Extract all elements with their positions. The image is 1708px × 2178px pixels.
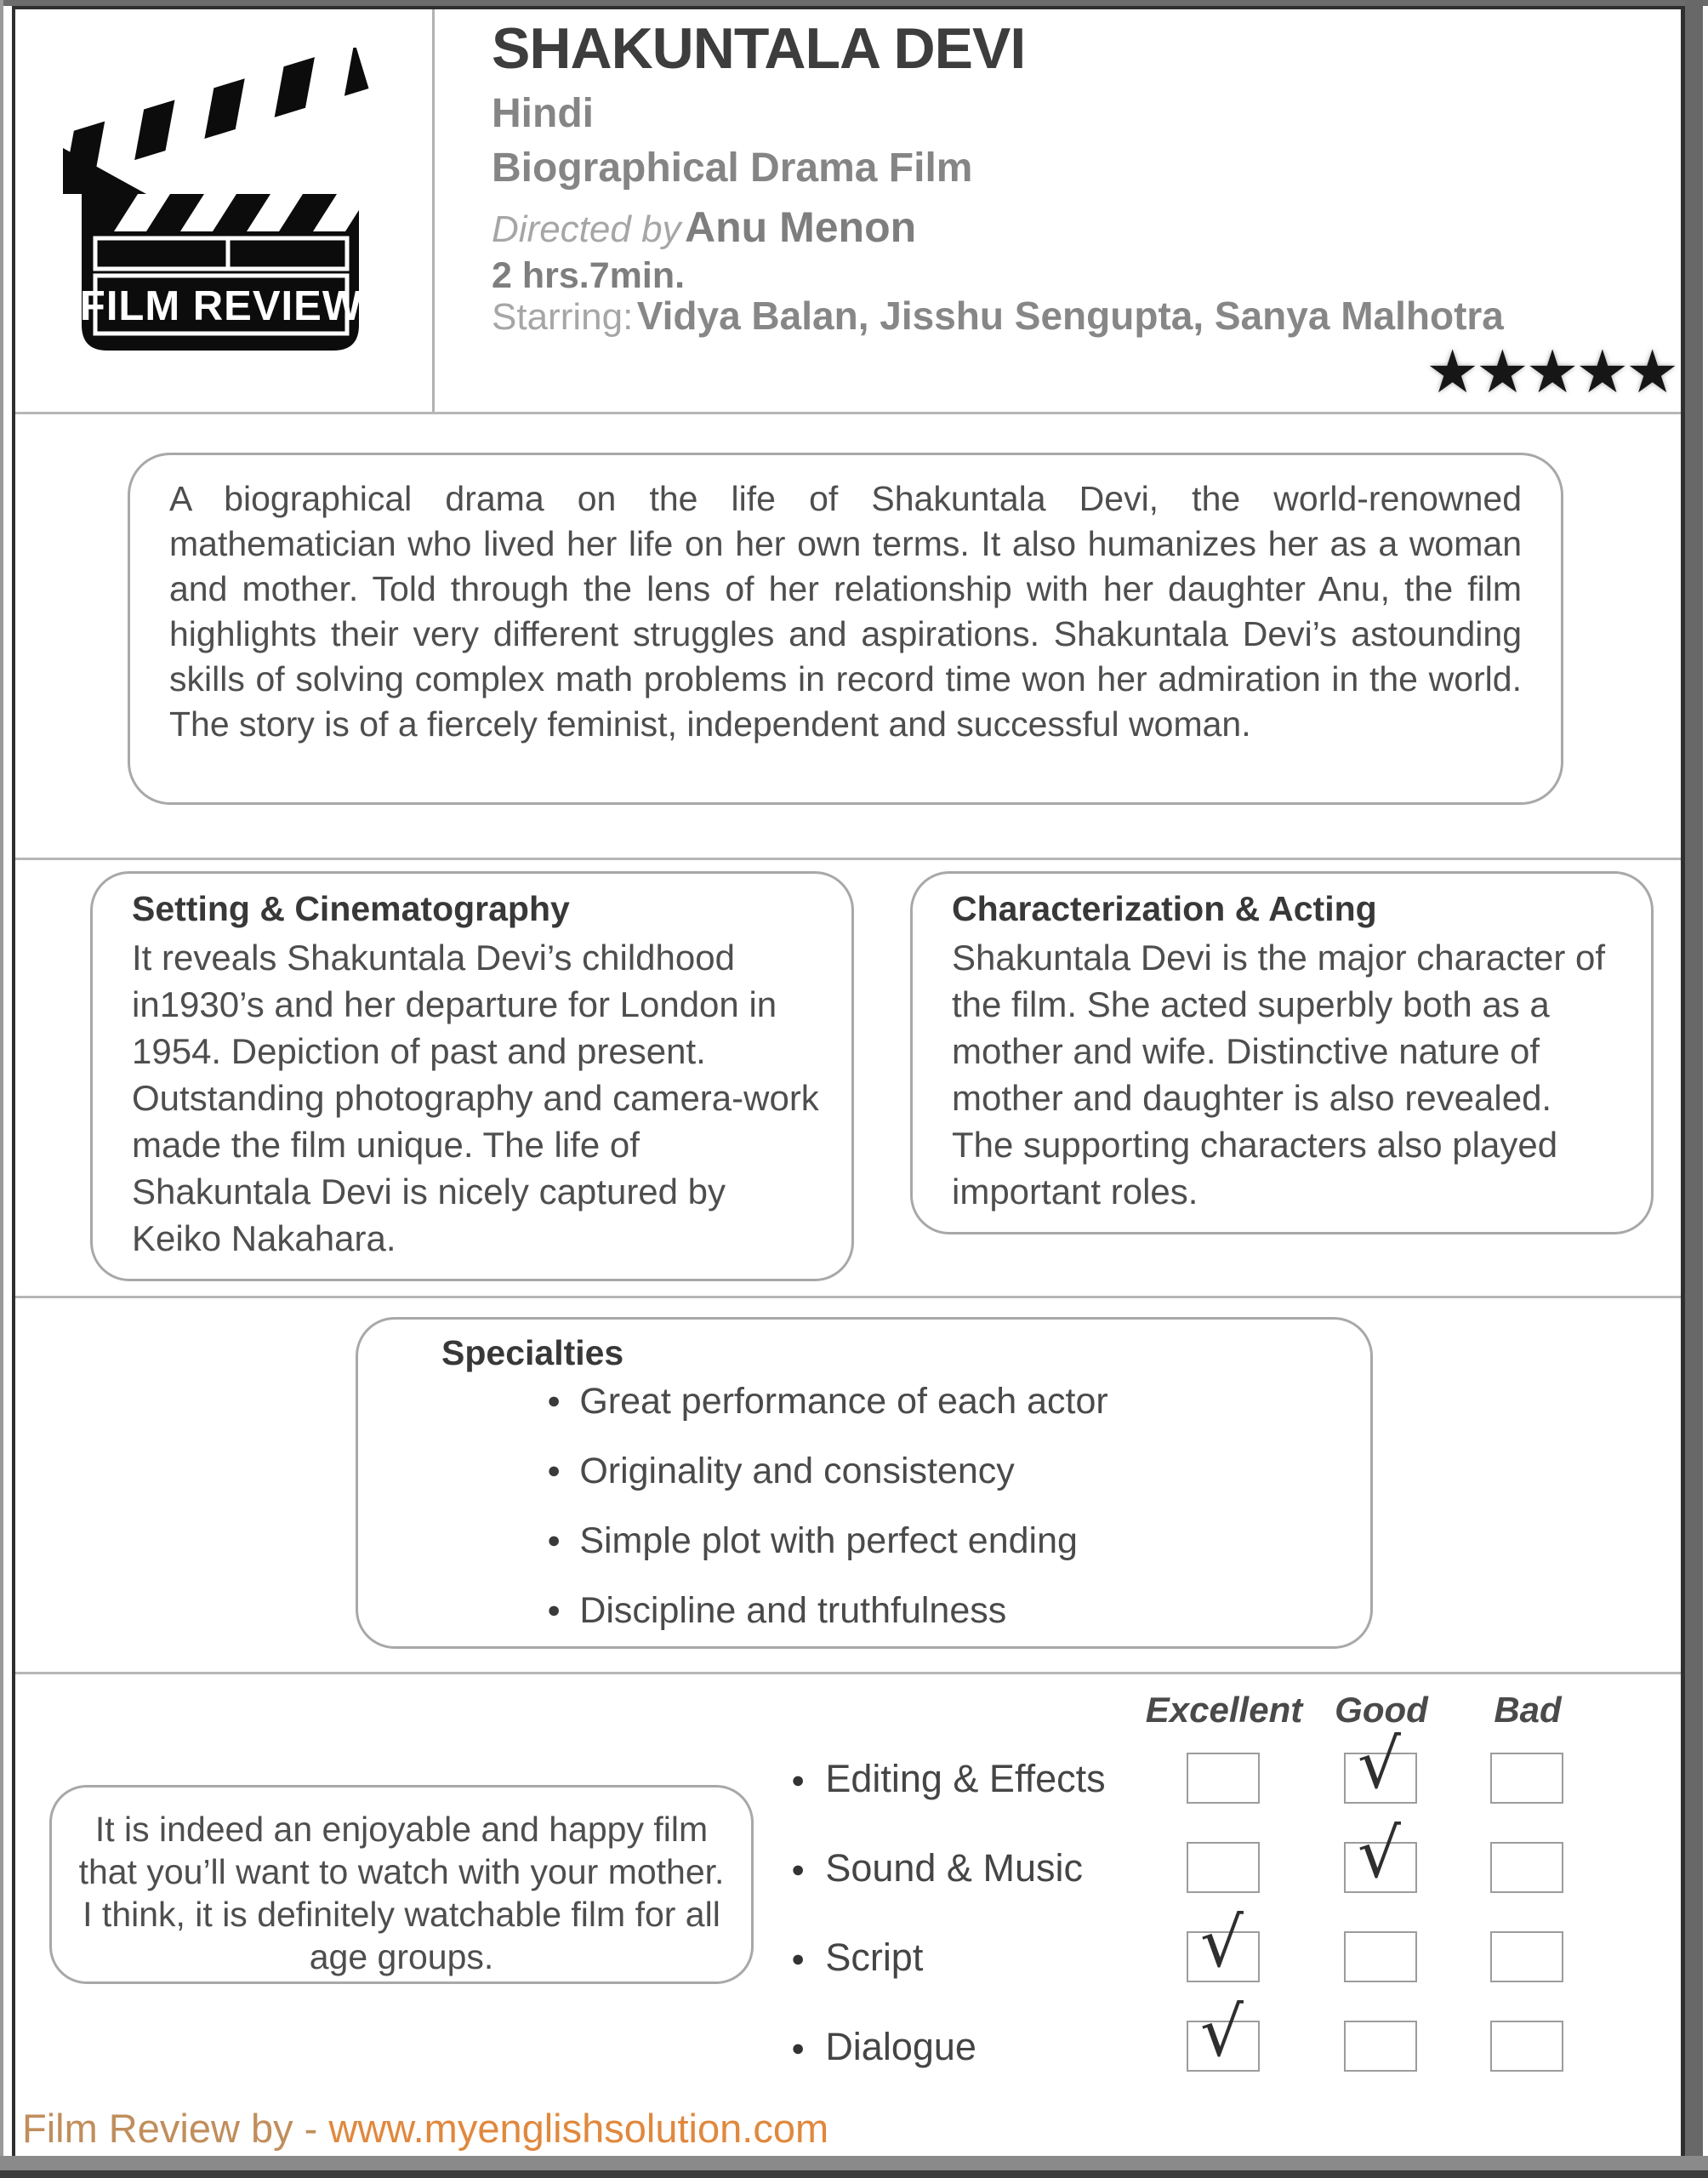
checkbox-bad[interactable] — [1490, 1842, 1563, 1893]
rating-row — [791, 1725, 1659, 1805]
directed-by-label: Directed by — [492, 208, 681, 250]
header-divider — [432, 8, 435, 412]
section-divider-1 — [14, 412, 1681, 414]
frame-bottom-bar — [0, 2156, 1708, 2170]
rating-row — [791, 1814, 1659, 1895]
runtime: 2 hrs.7min. — [492, 255, 686, 296]
checkbox-excellent[interactable] — [1187, 1753, 1260, 1804]
starring-label: Starring: — [492, 296, 634, 338]
setting-body: It reveals Shakuntala Devi’s childhood in1930’s and her departure for London in 1954. Depiction of past and present. Outstanding photography and camera-work made the film unique. The life of Shakuntala Devi is nicely captured by Keiko Nakahara. — [132, 938, 819, 1258]
specialty-item: ● Discipline and truthfulness — [547, 1590, 1006, 1632]
logo-label: FILM REVIEW — [79, 283, 363, 329]
frame-right-outer — [1685, 0, 1703, 2178]
section-divider-2 — [14, 858, 1681, 860]
frame-top-outer — [0, 0, 1708, 6]
footer-credit-label: Film Review by - — [22, 2106, 329, 2151]
section-divider-4 — [14, 1672, 1681, 1674]
rating-label: ● Editing & Effects — [791, 1753, 1106, 1806]
specialties-box — [356, 1317, 1373, 1649]
characterization-acting-box — [910, 871, 1654, 1234]
rating-row — [791, 1993, 1659, 2073]
checkbox-good[interactable] — [1344, 1814, 1417, 1893]
checkbox-excellent[interactable] — [1187, 1993, 1260, 2072]
column-header-bad: Bad — [1494, 1690, 1562, 1730]
section-divider-3 — [14, 1296, 1681, 1298]
checkbox-bad[interactable] — [1490, 2021, 1563, 2072]
director-name: Anu Menon — [685, 203, 917, 251]
synopsis-text: A biographical drama on the life of Shakuntala Devi, the world-renowned mathematician who lived her life on her own terms. It also humanizes her as a woman and mother. Told through the lens of her relationship with her daughter Anu, the film highlights their very different struggles and aspirations. Shakuntala Devi’s astounding skills of solving complex math problems in record time won her admiration in the world. The story is of a fiercely feminist, independent and successful woman. — [169, 479, 1522, 744]
genre-label: Biographical Drama Film — [492, 145, 973, 191]
checkbox-good[interactable] — [1344, 2021, 1417, 2072]
footer-credit — [22, 2105, 828, 2152]
checkbox-bad[interactable] — [1490, 1931, 1563, 1982]
film-title: SHAKUNTALA DEVI — [492, 16, 1026, 81]
specialty-item: ● Originality and consistency — [547, 1451, 1015, 1492]
checkbox-excellent[interactable] — [1187, 1903, 1260, 1982]
rating-label: ● Script — [791, 1931, 923, 1985]
checkbox-excellent[interactable] — [1187, 1842, 1260, 1893]
frame-top-inner — [12, 6, 1685, 9]
check-mark: √ — [1358, 1814, 1401, 1893]
starring-line — [492, 293, 1504, 339]
check-mark: √ — [1358, 1725, 1401, 1804]
star-rating: ★★★★★ — [1426, 337, 1676, 407]
rating-label: ● Dialogue — [791, 2021, 976, 2074]
clapperboard-icon — [43, 48, 391, 356]
check-mark: √ — [1200, 1903, 1244, 1982]
setting-heading: Setting & Cinematography — [132, 889, 570, 928]
check-mark: √ — [1200, 1993, 1244, 2072]
specialties-heading: Specialties — [441, 1333, 624, 1372]
synopsis-box — [128, 453, 1563, 805]
setting-cinematography-box — [90, 871, 854, 1281]
checkbox-bad[interactable] — [1490, 1753, 1563, 1804]
characterization-body: Shakuntala Devi is the major character of the film. She acted superbly both as a mother and wife. Distinctive nature of mother and daughter is also revealed. The supporting characters also played important roles. — [952, 938, 1606, 1212]
column-header-good: Good — [1335, 1690, 1428, 1730]
directed-by-line — [492, 202, 916, 252]
specialty-item: ● Great performance of each actor — [547, 1381, 1108, 1423]
language-label: Hindi — [492, 91, 594, 136]
rating-row — [791, 1903, 1659, 1984]
checkbox-good[interactable] — [1344, 1725, 1417, 1804]
rating-label: ● Sound & Music — [791, 1842, 1083, 1896]
checkbox-good[interactable] — [1344, 1931, 1417, 1982]
specialty-item: ● Simple plot with perfect ending — [547, 1520, 1078, 1562]
verdict-box — [49, 1785, 754, 1984]
frame-left-inner — [12, 6, 15, 2156]
column-header-excellent: Excellent — [1145, 1690, 1303, 1730]
starring-names: Vidya Balan, Jisshu Sengupta, Sanya Malhotra — [636, 294, 1504, 338]
frame-bottom-edge — [0, 2170, 1708, 2178]
frame-left-outer — [0, 0, 3, 2178]
footer-site-link[interactable]: www.myenglishsolution.com — [328, 2106, 829, 2151]
characterization-heading: Characterization & Acting — [952, 889, 1377, 928]
verdict-text: It is indeed an enjoyable and happy film that you’ll want to watch with your mother. I think, it is definitely watchable film for all age groups. — [78, 1810, 725, 1976]
